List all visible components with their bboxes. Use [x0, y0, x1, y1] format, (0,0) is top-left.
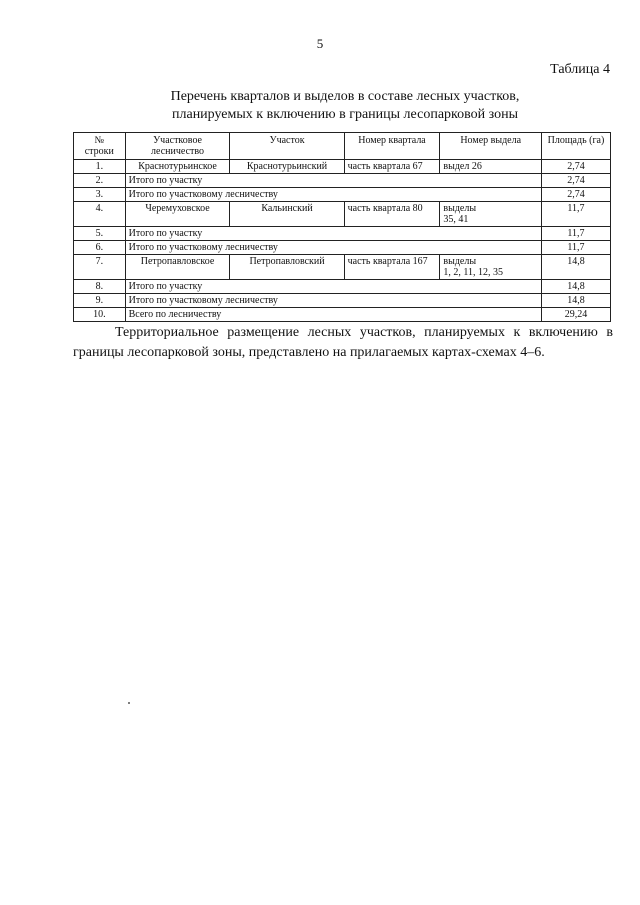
- row-area: 11,7: [541, 241, 610, 255]
- header-row-number: [74, 133, 126, 160]
- row-section: [440, 255, 542, 280]
- row-subtotal-label: Итого по участковому лесничеству: [125, 294, 541, 308]
- row-section: [440, 160, 542, 174]
- table-row: [74, 294, 611, 308]
- row-section: [440, 202, 542, 227]
- page-number: 5: [316, 36, 324, 51]
- row-section-line-1: выделы: [443, 203, 477, 214]
- row-total-label: Всего по лесничеству: [125, 308, 541, 322]
- header-section-number: Номер выдела: [440, 133, 542, 160]
- row-area: 2,74: [541, 160, 610, 174]
- body-paragraph: Территориальное размещение лесных участков, планируемых к включению в границы лесопарковой зоны, представлено на прилагаемых картах-схемах 4–6.: [73, 325, 613, 360]
- row-number: 6.: [74, 241, 126, 255]
- header-forestry-line-2: лесничество: [151, 146, 205, 157]
- row-block: часть квартала 167: [344, 255, 440, 280]
- row-area: 14,8: [541, 255, 610, 280]
- row-plot: Краснотурьинский: [230, 160, 344, 174]
- table-row: [74, 280, 611, 294]
- header-row-number-line-1: №: [94, 135, 105, 146]
- table-row: [74, 160, 611, 174]
- row-number: 3.: [74, 188, 126, 202]
- header-block-number: Номер квартала: [344, 133, 440, 160]
- row-number: 9.: [74, 294, 126, 308]
- row-section-line-2: 1, 2, 11, 12, 35: [443, 267, 504, 278]
- row-section-line-1: выделы: [443, 256, 477, 267]
- table-row: [74, 202, 611, 227]
- row-number: 8.: [74, 280, 126, 294]
- header-forestry-line-1: Участковое: [153, 135, 202, 146]
- row-block: часть квартала 67: [344, 160, 440, 174]
- table-label: Таблица 4: [550, 62, 610, 77]
- table-header-row: [74, 133, 611, 160]
- row-subtotal-label: Итого по участковому лесничеству: [125, 188, 541, 202]
- row-number: 4.: [74, 202, 126, 227]
- row-section-line-2: 35, 41: [443, 214, 469, 225]
- table-row: [74, 188, 611, 202]
- row-subtotal-label: Итого по участку: [125, 174, 541, 188]
- header-forestry: [125, 133, 230, 160]
- row-number: 2.: [74, 174, 126, 188]
- row-area: 14,8: [541, 294, 610, 308]
- table-title-line-2: планируемых к включению в границы лесопарковой зоны: [172, 107, 518, 122]
- header-area: Площадь (га): [541, 133, 610, 160]
- row-area: 2,74: [541, 174, 610, 188]
- row-forestry: Краснотурьинское: [125, 160, 230, 174]
- table-row: [74, 241, 611, 255]
- row-number: 1.: [74, 160, 126, 174]
- table-title: [100, 88, 590, 124]
- table-row: [74, 174, 611, 188]
- row-subtotal-label: Итого по участку: [125, 227, 541, 241]
- header-row-number-line-2: строки: [84, 146, 114, 157]
- row-number: 5.: [74, 227, 126, 241]
- row-area: 11,7: [541, 202, 610, 227]
- row-section-line-1: выдел 26: [443, 161, 482, 172]
- header-plot: Участок: [230, 133, 344, 160]
- table-row: [74, 255, 611, 280]
- row-area: 29,24: [541, 308, 610, 322]
- row-number: 10.: [74, 308, 126, 322]
- row-area: 14,8: [541, 280, 610, 294]
- scan-speck: [128, 702, 130, 704]
- row-area: 11,7: [541, 227, 610, 241]
- row-block: часть квартала 80: [344, 202, 440, 227]
- table-title-line-1: Перечень кварталов и выделов в составе лесных участков,: [170, 89, 520, 104]
- row-area: 2,74: [541, 188, 610, 202]
- table-row: [74, 308, 611, 322]
- row-forestry: Петропавловское: [125, 255, 230, 280]
- row-plot: Кальинский: [230, 202, 344, 227]
- row-subtotal-label: Итого по участковому лесничеству: [125, 241, 541, 255]
- row-subtotal-label: Итого по участку: [125, 280, 541, 294]
- row-forestry: Черемуховское: [125, 202, 230, 227]
- table-row: [74, 227, 611, 241]
- row-plot: Петропавловский: [230, 255, 344, 280]
- row-number: 7.: [74, 255, 126, 280]
- forest-plots-table: [73, 132, 611, 322]
